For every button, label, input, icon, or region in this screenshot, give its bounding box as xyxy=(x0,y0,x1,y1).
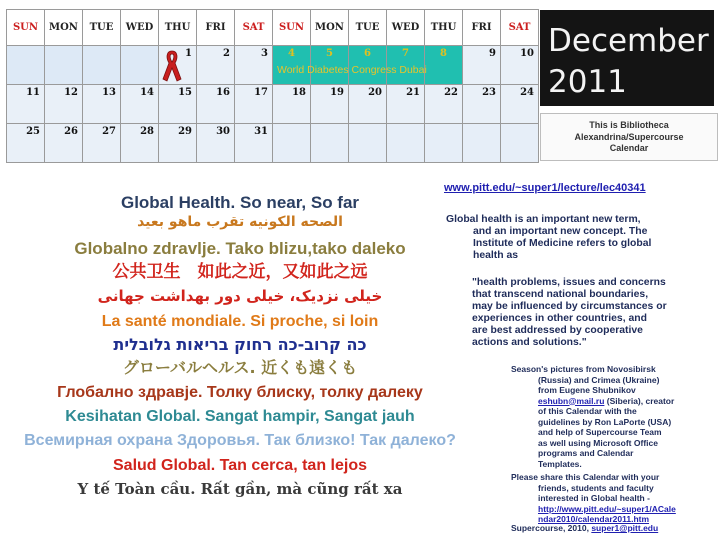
weekday-header: FRI xyxy=(197,10,235,46)
month-banner xyxy=(540,10,714,106)
day-cell[interactable] xyxy=(45,124,83,163)
text-line: are best addressed by cooperative xyxy=(472,325,643,336)
day-cell[interactable] xyxy=(463,85,501,124)
phrase-croatian: Globalno zdravlje. Tako blizu,tako daleko xyxy=(74,239,406,258)
day-number: 18 xyxy=(292,87,306,98)
phrase-english: Global Health. So near, So far xyxy=(120,193,360,212)
event-label: World Diabetes Congress Dubai xyxy=(277,64,427,76)
day-cell[interactable] xyxy=(83,85,121,124)
empty-day-cell xyxy=(501,124,539,163)
day-number: 3 xyxy=(261,48,268,59)
empty-day-cell xyxy=(83,46,121,85)
weekday-header: WED xyxy=(121,10,159,46)
empty-day-cell xyxy=(387,124,425,163)
text-line: from Eugene Shubnikov xyxy=(538,385,636,395)
day-number: 16 xyxy=(216,87,230,98)
weekday-header: TUE xyxy=(83,10,121,46)
day-cell[interactable] xyxy=(311,85,349,124)
iom-quote xyxy=(472,277,712,349)
day-number: 9 xyxy=(489,48,496,59)
empty-day-cell xyxy=(463,124,501,163)
day-cell[interactable] xyxy=(159,85,197,124)
phrase-french: La santé mondiale. Si proche, si loin xyxy=(101,313,379,330)
day-cell[interactable] xyxy=(387,85,425,124)
text-line: programs and Calendar xyxy=(538,448,634,458)
weekday-header: MON xyxy=(311,10,349,46)
text-line: guidelines by Ron LaPorte (USA) xyxy=(538,416,672,427)
text-line: Please share this Calendar with your xyxy=(511,472,660,482)
day-number: 24 xyxy=(520,87,534,98)
text-fragment: (Siberia), creator xyxy=(604,395,675,406)
text-line: and help of Supercourse Team xyxy=(538,427,662,437)
day-number: 19 xyxy=(330,87,344,98)
weekday-header: TUE xyxy=(349,10,387,46)
day-cell[interactable] xyxy=(235,85,273,124)
day-cell[interactable] xyxy=(425,85,463,124)
phrase-chinese: 公共卫生 如此之近，又如此之远 xyxy=(112,262,368,282)
text-line: and an important new concept. The xyxy=(473,226,648,237)
weekday-header: SAT xyxy=(235,10,273,46)
phrase-persian: خیلی نزدیک، خیلی دور بهداشت جهانی xyxy=(97,287,383,305)
share-note xyxy=(511,472,711,525)
text-line: as well using Microsoft Office xyxy=(538,437,658,448)
red-ribbon-icon xyxy=(160,48,184,84)
text-line: Templates. xyxy=(538,458,582,469)
day-cell[interactable] xyxy=(349,85,387,124)
day-cell[interactable] xyxy=(273,85,311,124)
text-line: may be influenced by circumstances or xyxy=(472,301,667,312)
empty-day-cell xyxy=(425,124,463,163)
text-line: of this Calendar with the xyxy=(538,406,637,416)
text-line: health as xyxy=(473,250,519,261)
day-cell[interactable] xyxy=(45,85,83,124)
phrase-hebrew: כה קרוב-כה רחוק בריאות גלובלית xyxy=(113,335,367,354)
phrase-arabic: الصحه الكونيه تقرب ماهو بعيد xyxy=(137,214,343,230)
day-cell[interactable] xyxy=(235,46,273,85)
banner-year: 2011 xyxy=(548,64,627,100)
email-link-eshubn[interactable]: eshubn@mail.ru xyxy=(538,395,605,406)
text-line xyxy=(511,396,711,407)
text-line: Season's pictures from Novosibirsk xyxy=(511,364,656,374)
day-number: 17 xyxy=(254,87,268,98)
footer-email-link[interactable]: super1@pitt.edu xyxy=(591,523,659,533)
day-number: 27 xyxy=(102,126,116,137)
day-cell[interactable] xyxy=(501,85,539,124)
day-number: 6 xyxy=(364,48,371,59)
day-number: 25 xyxy=(26,126,40,137)
weekday-header: SAT xyxy=(501,10,539,46)
day-number: 23 xyxy=(482,87,496,98)
day-number: 28 xyxy=(140,126,154,137)
day-number: 20 xyxy=(368,87,382,98)
weekday-header: THU xyxy=(425,10,463,46)
calendar-url-link[interactable]: http://www.pitt.edu/~super1/ACale xyxy=(538,503,676,514)
day-number: 14 xyxy=(140,87,154,98)
weekday-header: SUN xyxy=(7,10,45,46)
caption-line: Calendar xyxy=(609,143,649,153)
text-line: actions and solutions." xyxy=(472,337,587,348)
phrase-russian: Всемирная охрана Здоровья. Так близко! Так далеко? xyxy=(24,432,456,449)
day-cell[interactable] xyxy=(83,124,121,163)
text-line: Institute of Medicine refers to global xyxy=(473,238,652,249)
weekday-header: WED xyxy=(387,10,425,46)
empty-day-cell xyxy=(7,46,45,85)
day-number: 1 xyxy=(185,48,192,59)
season-credits xyxy=(511,364,711,469)
footer xyxy=(511,523,658,534)
day-cell[interactable] xyxy=(159,124,197,163)
day-number: 29 xyxy=(178,126,192,137)
day-number: 11 xyxy=(26,87,40,98)
banner-month: December xyxy=(548,23,709,59)
empty-day-cell xyxy=(45,46,83,85)
weekday-header: SUN xyxy=(273,10,311,46)
day-number: 4 xyxy=(288,48,295,59)
weekday-header: THU xyxy=(159,10,197,46)
calendar-url-link-cont[interactable]: ndar2010/calendar2011.htm xyxy=(538,514,650,524)
day-cell[interactable] xyxy=(7,124,45,163)
day-cell[interactable] xyxy=(7,85,45,124)
text-line: Global health is an important new term, xyxy=(446,214,641,225)
calendar-grid xyxy=(6,9,539,163)
phrase-macedonian: Глобално здравје. Толку блиску, толку далеку xyxy=(57,384,423,401)
empty-day-cell xyxy=(349,124,387,163)
phrase-vietnamese: Y tế Toàn cầu. Rất gần, mà cũng rất xa xyxy=(77,480,403,498)
day-cell[interactable] xyxy=(235,124,273,163)
day-number: 10 xyxy=(520,48,534,59)
text-line: (Russia) and Crimea (Ukraine) xyxy=(538,374,660,385)
day-number: 15 xyxy=(178,87,192,98)
day-number: 12 xyxy=(64,87,78,98)
day-cell[interactable] xyxy=(121,124,159,163)
day-number: 5 xyxy=(326,48,333,59)
phrase-spanish: Salud Global. Tan cerca, tan lejos xyxy=(113,457,367,474)
text-line: friends, students and faculty xyxy=(538,482,654,493)
day-cell[interactable] xyxy=(197,85,235,124)
empty-day-cell xyxy=(121,46,159,85)
text-line: interested in Global health - xyxy=(538,493,650,503)
day-cell[interactable] xyxy=(197,46,235,85)
day-cell[interactable] xyxy=(197,124,235,163)
day-number: 7 xyxy=(402,48,409,59)
weekday-header: MON xyxy=(45,10,83,46)
text-line: that transcend national boundaries, xyxy=(472,289,649,300)
caption-line: This is Bibliotheca xyxy=(589,120,669,130)
day-number: 22 xyxy=(444,87,458,98)
text-line: experiences in other countries, and xyxy=(472,313,647,324)
weekday-header: FRI xyxy=(463,10,501,46)
global-health-definition xyxy=(446,214,708,262)
day-number: 2 xyxy=(223,48,230,59)
empty-day-cell xyxy=(273,124,311,163)
footer-text: Supercourse, 2010, xyxy=(511,523,592,533)
day-number: 21 xyxy=(406,87,420,98)
day-number: 26 xyxy=(64,126,78,137)
day-number: 31 xyxy=(254,126,268,137)
day-number: 30 xyxy=(216,126,230,137)
day-number: 13 xyxy=(102,87,116,98)
lecture-link[interactable]: www.pitt.edu/~super1/lecture/lec40341 xyxy=(444,182,646,194)
text-line: "health problems, issues and concerns xyxy=(472,277,666,288)
day-number: 8 xyxy=(440,48,447,59)
phrase-malay: Kesihatan Global. Sangat hampir, Sangat jauh xyxy=(65,408,415,425)
day-cell[interactable] xyxy=(501,46,539,85)
phrase-japanese: グローバルヘルス. 近くも遠くも xyxy=(122,358,358,377)
empty-day-cell xyxy=(311,124,349,163)
day-cell[interactable] xyxy=(121,85,159,124)
day-cell[interactable] xyxy=(463,46,501,85)
calendar-caption xyxy=(540,113,718,161)
caption-line: Alexandrina/Supercourse xyxy=(574,131,684,142)
